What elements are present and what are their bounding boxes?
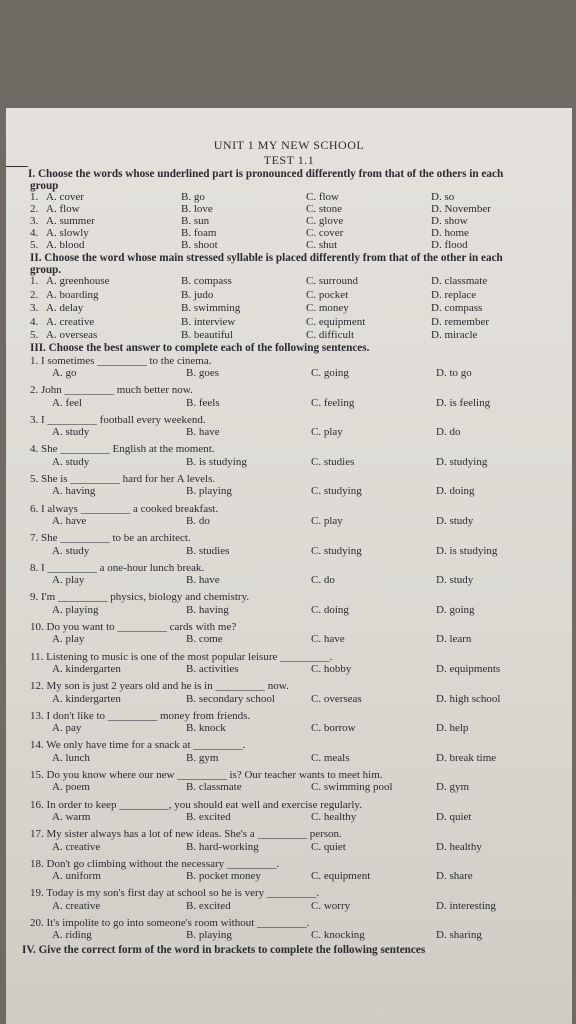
- option-c: C. stone: [306, 203, 343, 215]
- question-stem: 15. Do you know where our new _________ is? Our teacher wants to meet him.: [30, 768, 383, 781]
- option-d: D. show: [431, 215, 468, 227]
- answer-option: A. kindergarten: [52, 662, 121, 675]
- answer-option: D. healthy: [436, 840, 482, 853]
- option-c: C. difficult: [306, 329, 355, 341]
- answer-option: B. is studying: [186, 455, 247, 468]
- answer-option: D. help: [436, 722, 469, 735]
- answer-option: B. playing: [186, 485, 232, 498]
- option-b: B. go: [181, 191, 205, 203]
- answer-option: C. studies: [311, 455, 355, 468]
- answer-option: C. going: [311, 366, 349, 379]
- option-b: B. shoot: [181, 239, 218, 251]
- option-d: D. so: [431, 191, 455, 203]
- question-stem: 19. Today is my son's first day at school so he is very _________.: [30, 887, 320, 900]
- option-a: A. boarding: [46, 288, 99, 301]
- question-stem: 14. We only have time for a snack at _________.: [30, 739, 246, 752]
- question-stem: 13. I don't like to _________ money from friends.: [30, 709, 251, 722]
- option-a: A. flow: [46, 203, 80, 215]
- question-stem: 7. She _________ to be an architect.: [30, 532, 191, 545]
- option-b: B. foam: [181, 227, 217, 239]
- answer-option: D. interesting: [436, 899, 496, 912]
- question-stem: 17. My sister always has a lot of new ideas. She's a _________ person.: [30, 828, 342, 841]
- option-c: C. shut: [306, 239, 338, 251]
- answer-option: A. study: [52, 544, 90, 557]
- section1-instruction-cont: group: [30, 180, 59, 192]
- option-a: A. delay: [46, 302, 84, 314]
- answer-option: C. meals: [311, 751, 350, 764]
- answer-option: C. borrow: [311, 722, 356, 735]
- answer-option: A. uniform: [52, 870, 101, 883]
- answer-option: C. equipment: [311, 870, 371, 883]
- answer-option: D. study: [436, 514, 474, 527]
- answer-option: A. go: [52, 366, 77, 379]
- option-b: B. compass: [181, 275, 232, 287]
- question-stem: 6. I always _________ a cooked breakfast.: [30, 502, 219, 515]
- answer-option: D. is studying: [436, 544, 498, 557]
- answer-option: B. feels: [186, 396, 220, 409]
- question-stem: 16. In order to keep _________, you should eat well and exercise regularly.: [30, 798, 362, 811]
- question-stem: 18. Don't go climbing without the necessary _________.: [30, 857, 280, 870]
- answer-option: B. activities: [186, 662, 239, 675]
- answer-option: B. playing: [186, 929, 232, 942]
- option-d: D. home: [431, 227, 469, 239]
- answer-option: C. worry: [311, 899, 351, 912]
- answer-option: C. do: [311, 574, 335, 587]
- answer-option: D. doing: [436, 485, 475, 498]
- option-a: A. greenhouse: [46, 275, 110, 287]
- answer-option: D. going: [436, 603, 475, 616]
- answer-option: D. quiet: [436, 810, 472, 823]
- question-number: 1.: [30, 191, 39, 203]
- option-a: A. blood: [46, 239, 85, 251]
- answer-option: A. feel: [52, 396, 82, 409]
- answer-option: A. lunch: [52, 751, 90, 764]
- section4-instruction: IV. Give the correct form of the word in brackets to complete the following sentences: [22, 943, 426, 956]
- question-stem: 12. My son is just 2 years old and he is in _________ now.: [30, 680, 289, 693]
- answer-option: B. secondary school: [186, 692, 275, 705]
- answer-option: C. play: [311, 426, 343, 439]
- answer-option: D. break time: [436, 751, 497, 764]
- question-stem: 11. Listening to music is one of the most popular leisure _________.: [30, 650, 333, 663]
- question-number: 3.: [30, 215, 39, 227]
- question-number: 4.: [30, 315, 39, 328]
- option-d: D. classmate: [431, 275, 488, 287]
- question-stem: 3. I _________ football every weekend.: [30, 413, 206, 426]
- option-b: B. judo: [181, 288, 214, 301]
- answer-option: C. have: [311, 633, 345, 646]
- answer-option: A. creative: [52, 899, 101, 912]
- option-c: C. cover: [306, 227, 344, 239]
- answer-option: B. come: [186, 633, 223, 646]
- question-number: 4.: [30, 227, 39, 239]
- answer-option: D. study: [436, 574, 474, 587]
- option-b: B. beautiful: [181, 329, 233, 341]
- question-stem: 1. I sometimes _________ to the cinema.: [30, 354, 212, 367]
- question-number: 3.: [30, 302, 39, 314]
- section1-instruction: I. Choose the words whose underlined part is pronounced differently from that of the others in each: [28, 168, 504, 180]
- answer-option: A. play: [52, 574, 85, 587]
- question-stem: 2. John _________ much better now.: [30, 384, 193, 397]
- option-d: D. replace: [431, 288, 477, 301]
- section3-instruction: III. Choose the best answer to complete each of the following sentences.: [30, 341, 370, 354]
- answer-option: B. have: [186, 574, 220, 587]
- answer-option: B. studies: [186, 544, 230, 557]
- answer-option: D. share: [436, 870, 473, 883]
- answer-option: C. quiet: [311, 840, 346, 853]
- answer-option: A. playing: [52, 603, 99, 616]
- option-c: C. equipment: [306, 315, 366, 328]
- answer-option: C. studying: [311, 544, 362, 557]
- option-d: D. compass: [431, 302, 483, 314]
- answer-option: A. have: [52, 514, 87, 527]
- answer-option: D. gym: [436, 781, 469, 794]
- option-c: C. pocket: [306, 288, 349, 301]
- answer-option: C. overseas: [311, 692, 362, 705]
- answer-option: D. high school: [436, 692, 501, 705]
- answer-option: D. studying: [436, 455, 488, 468]
- option-c: C. flow: [306, 191, 339, 203]
- answer-option: B. having: [186, 603, 229, 616]
- section2-instruction-cont: group.: [30, 264, 62, 276]
- answer-option: C. studying: [311, 485, 362, 498]
- option-b: B. sun: [181, 215, 210, 227]
- answer-option: A. poem: [52, 781, 90, 794]
- option-c: C. surround: [306, 275, 358, 287]
- option-b: B. love: [181, 203, 213, 215]
- answer-option: D. sharing: [436, 929, 482, 942]
- option-c: C. glove: [306, 215, 344, 227]
- answer-option: B. excited: [186, 899, 231, 912]
- answer-option: D. to go: [436, 366, 472, 379]
- question-stem: 10. Do you want to _________ cards with me?: [30, 620, 237, 633]
- answer-option: A. riding: [52, 929, 92, 942]
- question-number: 2.: [30, 203, 39, 215]
- answer-option: D. is feeling: [436, 396, 491, 409]
- answer-option: D. learn: [436, 633, 472, 646]
- section2-instruction: II. Choose the word whose main stressed syllable is placed differently from that of the other in each: [30, 252, 503, 264]
- answer-option: B. have: [186, 426, 220, 439]
- answer-option: B. classmate: [186, 781, 242, 794]
- answer-option: A. study: [52, 455, 90, 468]
- question-number: 5.: [30, 329, 39, 341]
- question-stem: 9. I'm _________ physics, biology and chemistry.: [30, 591, 250, 604]
- answer-option: C. play: [311, 514, 343, 527]
- answer-option: C. hobby: [311, 662, 352, 675]
- answer-option: B. knock: [186, 722, 226, 735]
- question-stem: 4. She _________ English at the moment.: [30, 443, 215, 456]
- question-stem: 8. I _________ a one-hour lunch break.: [30, 561, 205, 574]
- test-title: TEST 1.1: [263, 153, 315, 167]
- answer-option: A. having: [52, 485, 96, 498]
- option-a: A. creative: [46, 315, 95, 328]
- question-stem: 20. It's impolite to go into someone's room without _________.: [30, 916, 310, 929]
- answer-option: A. kindergarten: [52, 692, 121, 705]
- answer-option: B. pocket money: [186, 870, 261, 883]
- worksheet-page: [6, 108, 572, 1024]
- answer-option: B. hard-working: [186, 840, 259, 853]
- option-a: A. summer: [46, 215, 95, 227]
- option-a: A. slowly: [46, 227, 89, 239]
- answer-option: C. feeling: [311, 396, 355, 409]
- answer-option: A. play: [52, 633, 85, 646]
- answer-option: C. knocking: [311, 929, 365, 942]
- answer-option: B. excited: [186, 810, 231, 823]
- option-b: B. swimming: [181, 302, 241, 314]
- answer-option: C. healthy: [311, 810, 357, 823]
- question-number: 2.: [30, 288, 39, 301]
- question-stem: 5. She is _________ hard for her A levels.: [30, 472, 216, 485]
- answer-option: A. pay: [52, 722, 82, 735]
- question-number: 5.: [30, 239, 39, 251]
- answer-option: B. goes: [186, 366, 219, 379]
- option-a: A. cover: [46, 191, 84, 203]
- answer-option: A. creative: [52, 840, 101, 853]
- option-d: D. November: [431, 203, 491, 215]
- answer-option: A. study: [52, 426, 90, 439]
- answer-option: D. do: [436, 426, 461, 439]
- option-d: D. remember: [431, 315, 490, 328]
- answer-option: A. warm: [52, 810, 91, 823]
- answer-option: B. do: [186, 514, 210, 527]
- option-a: A. overseas: [46, 329, 98, 341]
- option-d: D. flood: [431, 239, 468, 251]
- option-b: B. interview: [181, 315, 236, 328]
- answer-option: B. gym: [186, 751, 219, 764]
- question-number: 1.: [30, 275, 39, 287]
- option-c: C. money: [306, 302, 349, 314]
- unit-title: UNIT 1 MY NEW SCHOOL: [213, 138, 365, 152]
- answer-option: D. equipments: [436, 662, 501, 675]
- answer-option: C. doing: [311, 603, 349, 616]
- option-d: D. miracle: [431, 329, 478, 341]
- answer-option: C. swimming pool: [311, 781, 393, 794]
